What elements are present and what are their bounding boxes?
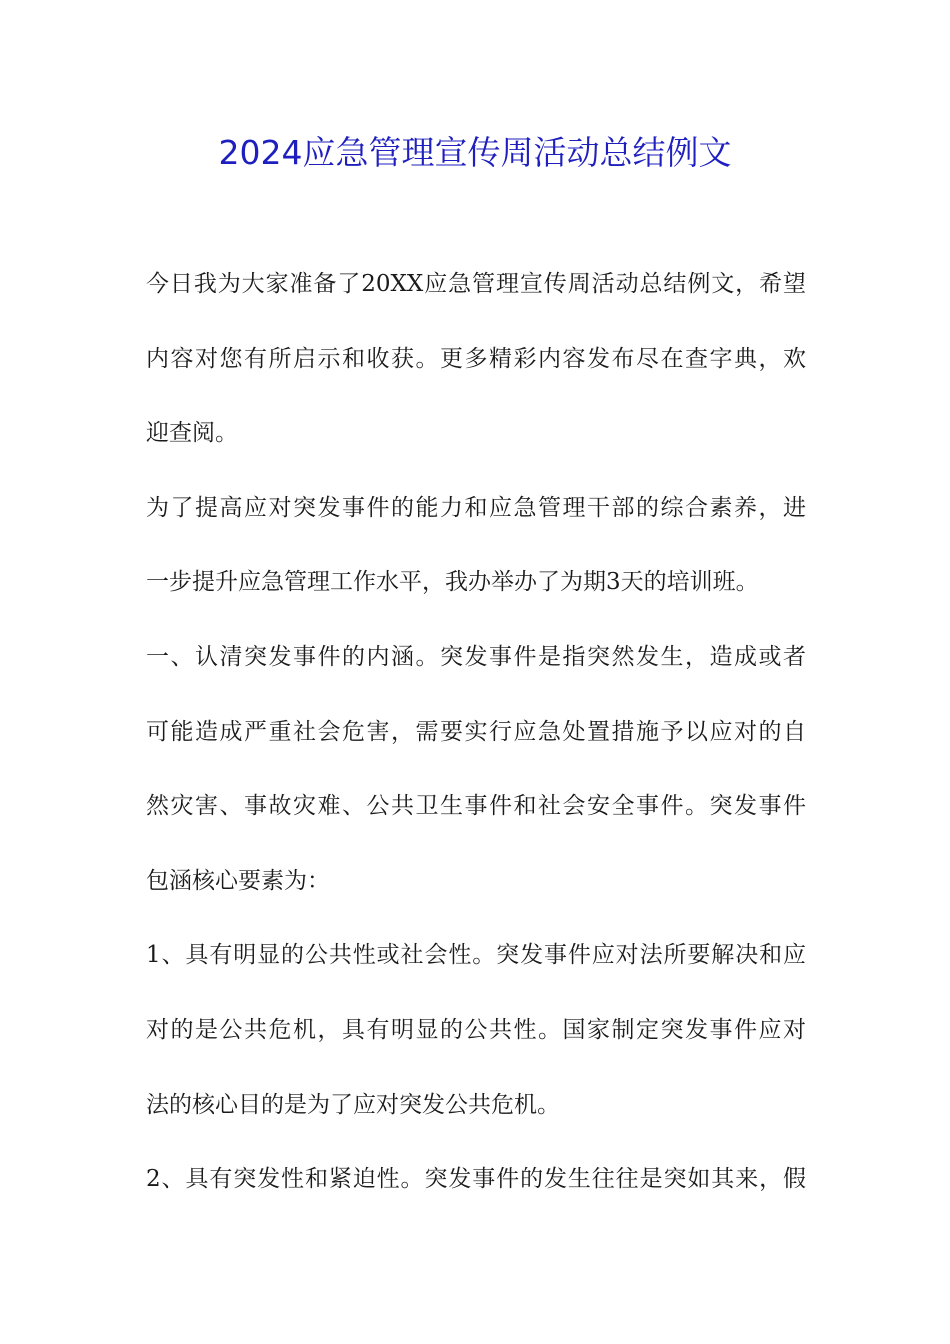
paragraph-point-two xyxy=(146,1142,806,1217)
paragraph-intro xyxy=(146,247,806,471)
text-line: 然灾害、事故灾难、公共卫生事件和社会安全事件。突发事件 xyxy=(146,793,806,820)
text-line: 2、具有突发性和紧迫性。突发事件的发生往往是突如其来，假 xyxy=(146,1166,806,1193)
text-line: 一步提升应急管理工作水平，我办举办了为期3天的培训班。 xyxy=(146,569,759,596)
paragraph-section-one xyxy=(146,620,806,918)
text-line: 今日我为大家准备了20XX应急管理宣传周活动总结例文，希望 xyxy=(146,271,806,297)
text-line: 法的核心目的是为了应对突发公共危机。 xyxy=(146,1091,560,1118)
text-line: 一、认清突发事件的内涵。突发事件是指突然发生，造成或者 xyxy=(146,643,806,670)
document-title: 2024应急管理宣传周活动总结例文 xyxy=(218,133,732,172)
text-line: 1、具有明显的公共性或社会性。突发事件应对法所要解决和应 xyxy=(146,942,806,969)
paragraph-purpose xyxy=(146,471,806,620)
text-line: 迎查阅。 xyxy=(146,420,238,447)
text-line: 包涵核心要素为： xyxy=(146,867,330,894)
text-line: 为了提高应对突发事件的能力和应急管理干部的综合素养，进 xyxy=(146,494,806,521)
paragraph-point-one xyxy=(146,918,806,1142)
text-line: 可能造成严重社会危害，需要实行应急处置措施予以应对的自 xyxy=(146,718,806,745)
document-body xyxy=(146,247,806,1217)
text-line: 内容对您有所启示和收获。更多精彩内容发布尽在查字典，欢 xyxy=(146,345,806,372)
text-line: 对的是公共危机，具有明显的公共性。国家制定突发事件应对 xyxy=(146,1016,806,1043)
